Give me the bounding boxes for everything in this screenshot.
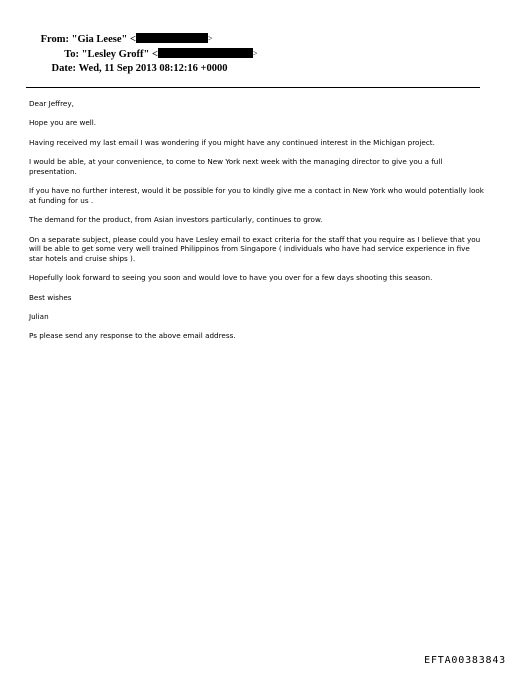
body-paragraph: Best wishes <box>29 292 72 302</box>
redaction-bar <box>136 33 208 43</box>
from-row <box>26 32 258 47</box>
redaction-bar <box>158 48 253 58</box>
email-body <box>29 99 484 351</box>
body-paragraph: Dear Jeffrey, <box>29 99 74 108</box>
date-row <box>26 62 258 76</box>
body-paragraph: Hopefully look forward to seeing you soon and would love to have you over for a few days shooting this season. <box>29 273 433 283</box>
date-value: Wed, 11 Sep 2013 08:12:16 +0000 <box>78 63 228 74</box>
body-paragraph: Having received my last email I was wondering if you might have any continued interest in the Michigan project. <box>29 137 435 147</box>
body-paragraph: On a separate subject, please could you have Lesley email to exact criteria for the staff that you require as I believe that you will be able to get some very well trained Philippinos from Singapore ( individuals who have had service experience in five star hotels and cruise ships ). <box>29 234 481 263</box>
body-paragraph: If you have no further interest, would it be possible for you to kindly give me a contact in New York who would potentially look at funding for us . <box>29 186 484 205</box>
to-label: To: <box>64 49 79 60</box>
to-bracket: > <box>252 49 258 58</box>
body-paragraph: The demand for the product, from Asian investors particularly, continues to grow. <box>29 215 323 225</box>
header-divider <box>26 87 480 88</box>
email-header <box>26 32 258 76</box>
from-bracket: > <box>207 34 213 43</box>
from-value: "Gia Leese" < <box>71 34 136 45</box>
to-row <box>26 47 258 62</box>
body-paragraph: Ps please send any response to the above email address. <box>29 331 236 341</box>
document-id: EFTA00383843 <box>424 655 506 666</box>
body-paragraph: Hope you are well. <box>29 118 97 128</box>
to-value: "Lesley Groff" < <box>81 49 158 60</box>
date-label: Date: <box>51 63 76 74</box>
body-paragraph: I would be able, at your convenience, to come to New York next week with the managing director to give you a full presentation. <box>29 157 443 176</box>
from-label: From: <box>40 34 69 45</box>
body-paragraph: Julian <box>29 311 49 321</box>
